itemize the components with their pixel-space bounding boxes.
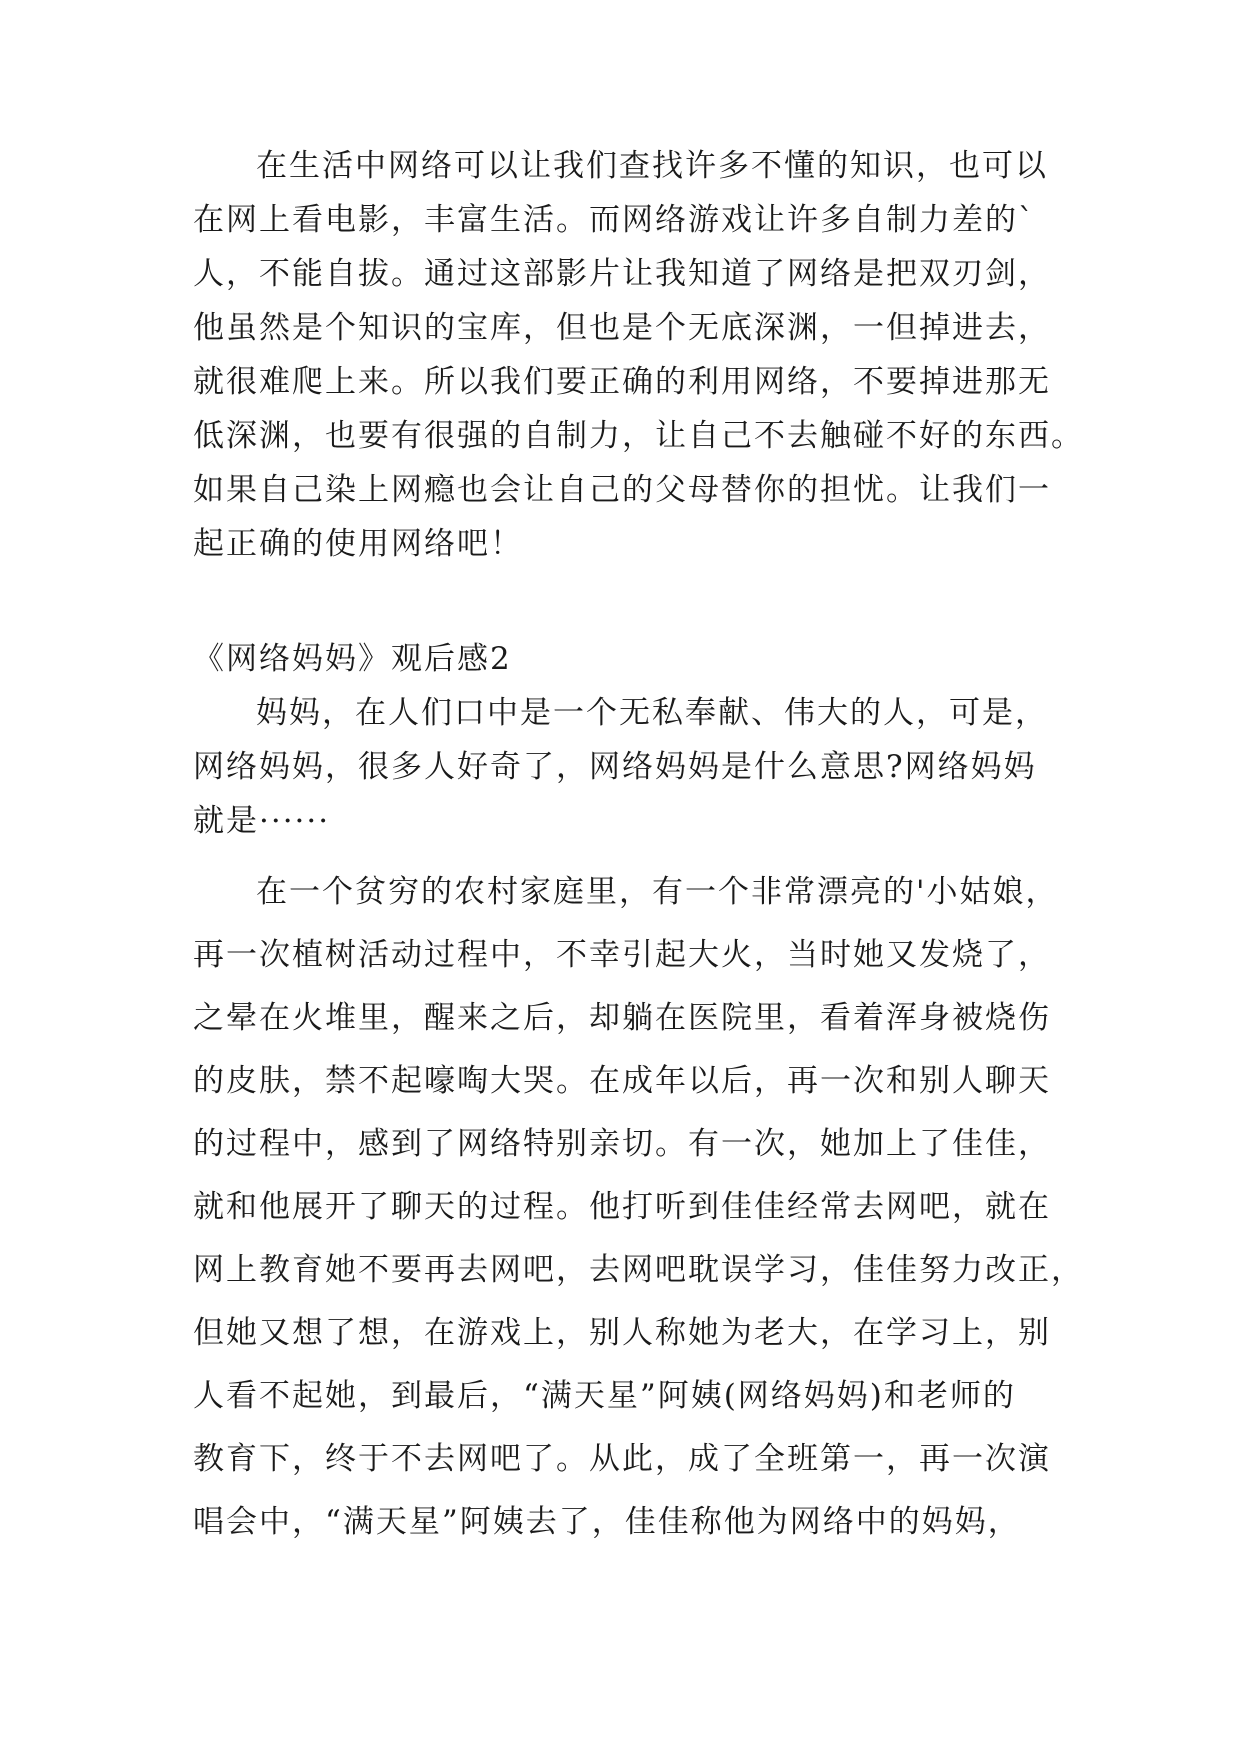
paragraph-3-line: 唱会中，“满天星”阿姨去了，佳佳称他为网络中的妈妈， — [193, 1504, 1021, 1540]
paragraph-1-line: 在生活中网络可以让我们查找许多不懂的知识，也可以 — [256, 148, 1048, 184]
paragraph-1-line: 起正确的使用网络吧！ — [193, 526, 523, 562]
paragraph-3-line: 再一次植树活动过程中，不幸引起大火，当时她又发烧了， — [193, 937, 1051, 973]
paragraph-2-line: 就是······ — [193, 803, 331, 839]
paragraph-3-line: 的皮肤，禁不起嚎啕大哭。在成年以后，再一次和别人聊天 — [193, 1063, 1051, 1099]
paragraph-1-line: 就很难爬上来。所以我们要正确的利用网络，不要掉进那无 — [193, 364, 1051, 400]
paragraph-3-line: 但她又想了想，在游戏上，别人称她为老大，在学习上，别 — [193, 1315, 1051, 1351]
paragraph-2-line: 妈妈，在人们口中是一个无私奉献、伟大的人，可是， — [256, 695, 1048, 731]
paragraph-1-line: 他虽然是个知识的宝库，但也是个无底深渊，一但掉进去， — [193, 310, 1051, 346]
paragraph-3-line: 教育下，终于不去网吧了。从此，成了全班第一，再一次演 — [193, 1441, 1051, 1477]
paragraph-2-line: 网络妈妈，很多人好奇了，网络妈妈是什么意思?网络妈妈 — [193, 749, 1037, 785]
paragraph-3-line: 人看不起她，到最后，“满天星”阿姨(网络妈妈)和老师的 — [193, 1378, 1016, 1414]
paragraph-3-line: 就和他展开了聊天的过程。他打听到佳佳经常去网吧，就在 — [193, 1189, 1051, 1225]
paragraph-1-line: 低深渊，也要有很强的自制力，让自己不去触碰不好的东西。 — [193, 418, 1084, 454]
paragraph-3-line: 在一个贫穷的农村家庭里，有一个非常漂亮的'小姑娘， — [256, 874, 1059, 910]
paragraph-3-line: 的过程中，感到了网络特别亲切。有一次，她加上了佳佳， — [193, 1126, 1051, 1162]
section-title: 《网络妈妈》观后感2 — [193, 641, 512, 677]
paragraph-1-line: 在网上看电影，丰富生活。而网络游戏让许多自制力差的` — [193, 202, 1036, 238]
paragraph-3-line: 网上教育她不要再去网吧，去网吧耽误学习，佳佳努力改正， — [193, 1252, 1084, 1288]
paragraph-1-line: 人，不能自拔。通过这部影片让我知道了网络是把双刃剑， — [193, 256, 1051, 292]
paragraph-1-line: 如果自己染上网瘾也会让自己的父母替你的担忧。让我们一 — [193, 472, 1051, 508]
paragraph-3-line: 之晕在火堆里，醒来之后，却躺在医院里，看着浑身被烧伤 — [193, 1000, 1051, 1036]
